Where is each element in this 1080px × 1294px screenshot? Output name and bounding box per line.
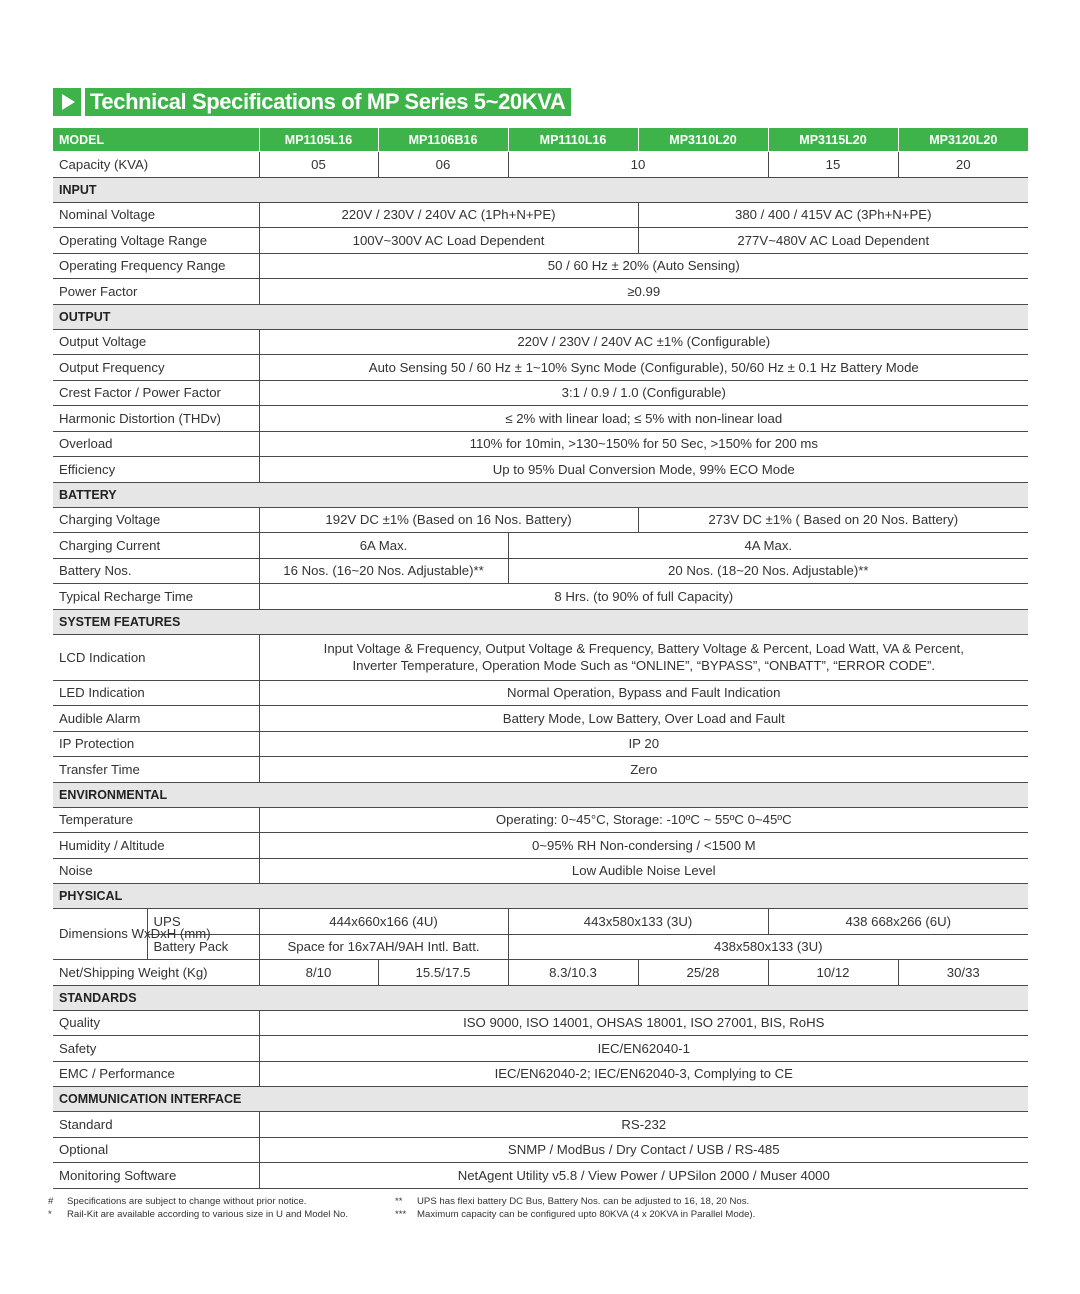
cell: 4A Max. [508, 533, 1028, 559]
cell: Space for 16x7AH/9AH Intl. Batt. [259, 934, 508, 960]
table-row [53, 960, 1028, 986]
table-row [53, 807, 1028, 833]
table-row [53, 680, 1028, 706]
row-label: Noise [53, 858, 259, 884]
cell: 220V / 230V / 240V AC (1Ph+N+PE) [259, 202, 638, 228]
model-name: MP1105L16 [259, 128, 378, 152]
row-label: Operating Voltage Range [53, 228, 259, 254]
model-name: MP1110L16 [508, 128, 638, 152]
cell: IEC/EN62040-1 [259, 1036, 1028, 1062]
lcd-line-2: Inverter Temperature, Operation Mode Such as “ONLINE”, “BYPASS”, “ONBATT”, “ERROR CODE”. [352, 658, 936, 673]
table-row [53, 152, 1028, 178]
cell: IP 20 [259, 731, 1028, 757]
cell: 20 Nos. (18~20 Nos. Adjustable)** [508, 558, 1028, 584]
cell: 100V~300V AC Load Dependent [259, 228, 638, 254]
row-label: Humidity / Altitude [53, 833, 259, 859]
cell [259, 634, 1028, 680]
cell: 10 [508, 152, 768, 178]
cell: 220V / 230V / 240V AC ±1% (Configurable) [259, 329, 1028, 355]
cell: Low Audible Noise Level [259, 858, 1028, 884]
cell: ≤ 2% with linear load; ≤ 5% with non-linear load [259, 406, 1028, 432]
row-label: LED Indication [53, 680, 259, 706]
section-header: INPUT [53, 177, 1028, 202]
sub-label: UPS [147, 909, 259, 935]
table-row [53, 1112, 1028, 1138]
row-label: Charging Voltage [53, 507, 259, 533]
row-label: Safety [53, 1036, 259, 1062]
table-row [53, 1010, 1028, 1036]
cell: 8.3/10.3 [508, 960, 638, 986]
section-header: OUTPUT [53, 304, 1028, 329]
table-row [53, 757, 1028, 783]
cell: 06 [378, 152, 508, 178]
table-row [53, 858, 1028, 884]
row-label: Net/Shipping Weight (Kg) [53, 960, 259, 986]
table-row [53, 228, 1028, 254]
cell: Up to 95% Dual Conversion Mode, 99% ECO Mode [259, 457, 1028, 483]
row-label: Transfer Time [53, 757, 259, 783]
cell: 0~95% RH Non-condersing / <1500 M [259, 833, 1028, 859]
table-header-row [53, 128, 1028, 152]
model-name: MP3120L20 [898, 128, 1028, 152]
table-row [53, 507, 1028, 533]
cell: 277V~480V AC Load Dependent [638, 228, 1028, 254]
row-label: Output Frequency [53, 355, 259, 381]
table-row [53, 1137, 1028, 1163]
table-row [53, 279, 1028, 305]
row-label: Overload [53, 431, 259, 457]
spec-table [53, 128, 1028, 1189]
table-row [53, 431, 1028, 457]
cell: SNMP / ModBus / Dry Contact / USB / RS-485 [259, 1137, 1028, 1163]
cell: Operating: 0~45°C, Storage: -10ºC ~ 55ºC 0~45ºC [259, 807, 1028, 833]
cell: 10/12 [768, 960, 898, 986]
cell: Normal Operation, Bypass and Fault Indication [259, 680, 1028, 706]
model-name: MP3110L20 [638, 128, 768, 152]
cell: 8/10 [259, 960, 378, 986]
table-row [53, 1163, 1028, 1189]
table-row [53, 909, 1028, 935]
cell: Auto Sensing 50 / 60 Hz ± 1~10% Sync Mode (Configurable), 50/60 Hz ± 0.1 Hz Battery Mode [259, 355, 1028, 381]
cell: 25/28 [638, 960, 768, 986]
model-header: MODEL [53, 128, 259, 152]
table-row [53, 706, 1028, 732]
section-header: SYSTEM FEATURES [53, 609, 1028, 634]
cell: 443x580x133 (3U) [508, 909, 768, 935]
row-label: Standard [53, 1112, 259, 1138]
section-header: COMMUNICATION INTERFACE [53, 1087, 1028, 1112]
table-row [53, 406, 1028, 432]
footnotes-left [48, 1196, 348, 1221]
row-label: Efficiency [53, 457, 259, 483]
row-label: Quality [53, 1010, 259, 1036]
footnote: *** Maximum capacity can be configured upto 80KVA (4 x 20KVA in Parallel Mode). [395, 1208, 756, 1220]
row-label: Battery Nos. [53, 558, 259, 584]
row-label: Optional [53, 1137, 259, 1163]
cell: NetAgent Utility v5.8 / View Power / UPSilon 2000 / Muser 4000 [259, 1163, 1028, 1189]
section-header: STANDARDS [53, 985, 1028, 1010]
cell: 380 / 400 / 415V AC (3Ph+N+PE) [638, 202, 1028, 228]
row-label: Dimensions WxDxH (mm) [53, 909, 147, 960]
table-row [53, 833, 1028, 859]
table-row [53, 584, 1028, 610]
cell: 3:1 / 0.9 / 1.0 (Configurable) [259, 380, 1028, 406]
row-label: Power Factor [53, 279, 259, 305]
cell: 6A Max. [259, 533, 508, 559]
section-header: PHYSICAL [53, 884, 1028, 909]
row-label: Audible Alarm [53, 706, 259, 732]
table-row [53, 533, 1028, 559]
cell: 273V DC ±1% ( Based on 20 Nos. Battery) [638, 507, 1028, 533]
section-header: BATTERY [53, 482, 1028, 507]
cell: 8 Hrs. (to 90% of full Capacity) [259, 584, 1028, 610]
cell: 192V DC ±1% (Based on 16 Nos. Battery) [259, 507, 638, 533]
cell: 438x580x133 (3U) [508, 934, 1028, 960]
cell: 30/33 [898, 960, 1028, 986]
cell: IEC/EN62040-2; IEC/EN62040-3, Complying to CE [259, 1061, 1028, 1087]
footnote: * Rail-Kit are available according to various size in U and Model No. [48, 1208, 349, 1220]
row-label: Monitoring Software [53, 1163, 259, 1189]
table-row [53, 355, 1028, 381]
row-label: Nominal Voltage [53, 202, 259, 228]
cell: Battery Mode, Low Battery, Over Load and Fault [259, 706, 1028, 732]
cell: Zero [259, 757, 1028, 783]
cell: 438 668x266 (6U) [768, 909, 1028, 935]
table-row [53, 558, 1028, 584]
row-label: Output Voltage [53, 329, 259, 355]
play-arrow-icon [53, 88, 81, 116]
table-row [53, 1061, 1028, 1087]
row-label: Harmonic Distortion (THDv) [53, 406, 259, 432]
cell: RS-232 [259, 1112, 1028, 1138]
cell: 15 [768, 152, 898, 178]
table-row [53, 634, 1028, 680]
cell: ≥0.99 [259, 279, 1028, 305]
cell: 20 [898, 152, 1028, 178]
page-title-banner [53, 88, 571, 116]
cell: 05 [259, 152, 378, 178]
table-row [53, 380, 1028, 406]
row-label: Operating Frequency Range [53, 253, 259, 279]
lcd-line-1: Input Voltage & Frequency, Output Voltage & Frequency, Battery Voltage & Percent, Load Watt, VA & Percent, [323, 641, 964, 656]
table-row [53, 253, 1028, 279]
cell: 110% for 10min, >130~150% for 50 Sec, >150% for 200 ms [259, 431, 1028, 457]
row-label: EMC / Performance [53, 1061, 259, 1087]
row-label: Capacity (KVA) [53, 152, 259, 178]
table-row [53, 731, 1028, 757]
row-label: Charging Current [53, 533, 259, 559]
row-label: Crest Factor / Power Factor [53, 380, 259, 406]
row-label: Typical Recharge Time [53, 584, 259, 610]
cell: 15.5/17.5 [378, 960, 508, 986]
table-row [53, 1036, 1028, 1062]
cell: 50 / 60 Hz ± 20% (Auto Sensing) [259, 253, 1028, 279]
row-label: Temperature [53, 807, 259, 833]
row-label: LCD Indication [53, 634, 259, 680]
sub-label: Battery Pack [147, 934, 259, 960]
section-header: ENVIRONMENTAL [53, 782, 1028, 807]
footnotes-right [395, 1196, 755, 1221]
row-label: IP Protection [53, 731, 259, 757]
footnote: ** UPS has flexi battery DC Bus, Battery Nos. can be adjusted to 16, 18, 20 Nos. [395, 1196, 750, 1207]
cell: ISO 9000, ISO 14001, OHSAS 18001, ISO 27001, BIS, RoHS [259, 1010, 1028, 1036]
table-row [53, 202, 1028, 228]
model-name: MP1106B16 [378, 128, 508, 152]
table-row [53, 329, 1028, 355]
cell: 444x660x166 (4U) [259, 909, 508, 935]
cell: 16 Nos. (16~20 Nos. Adjustable)** [259, 558, 508, 584]
model-name: MP3115L20 [768, 128, 898, 152]
footnote: # Specifications are subject to change without prior notice. [48, 1196, 307, 1207]
table-row [53, 457, 1028, 483]
page-title: Technical Specifications of MP Series 5~20KVA [85, 88, 571, 116]
